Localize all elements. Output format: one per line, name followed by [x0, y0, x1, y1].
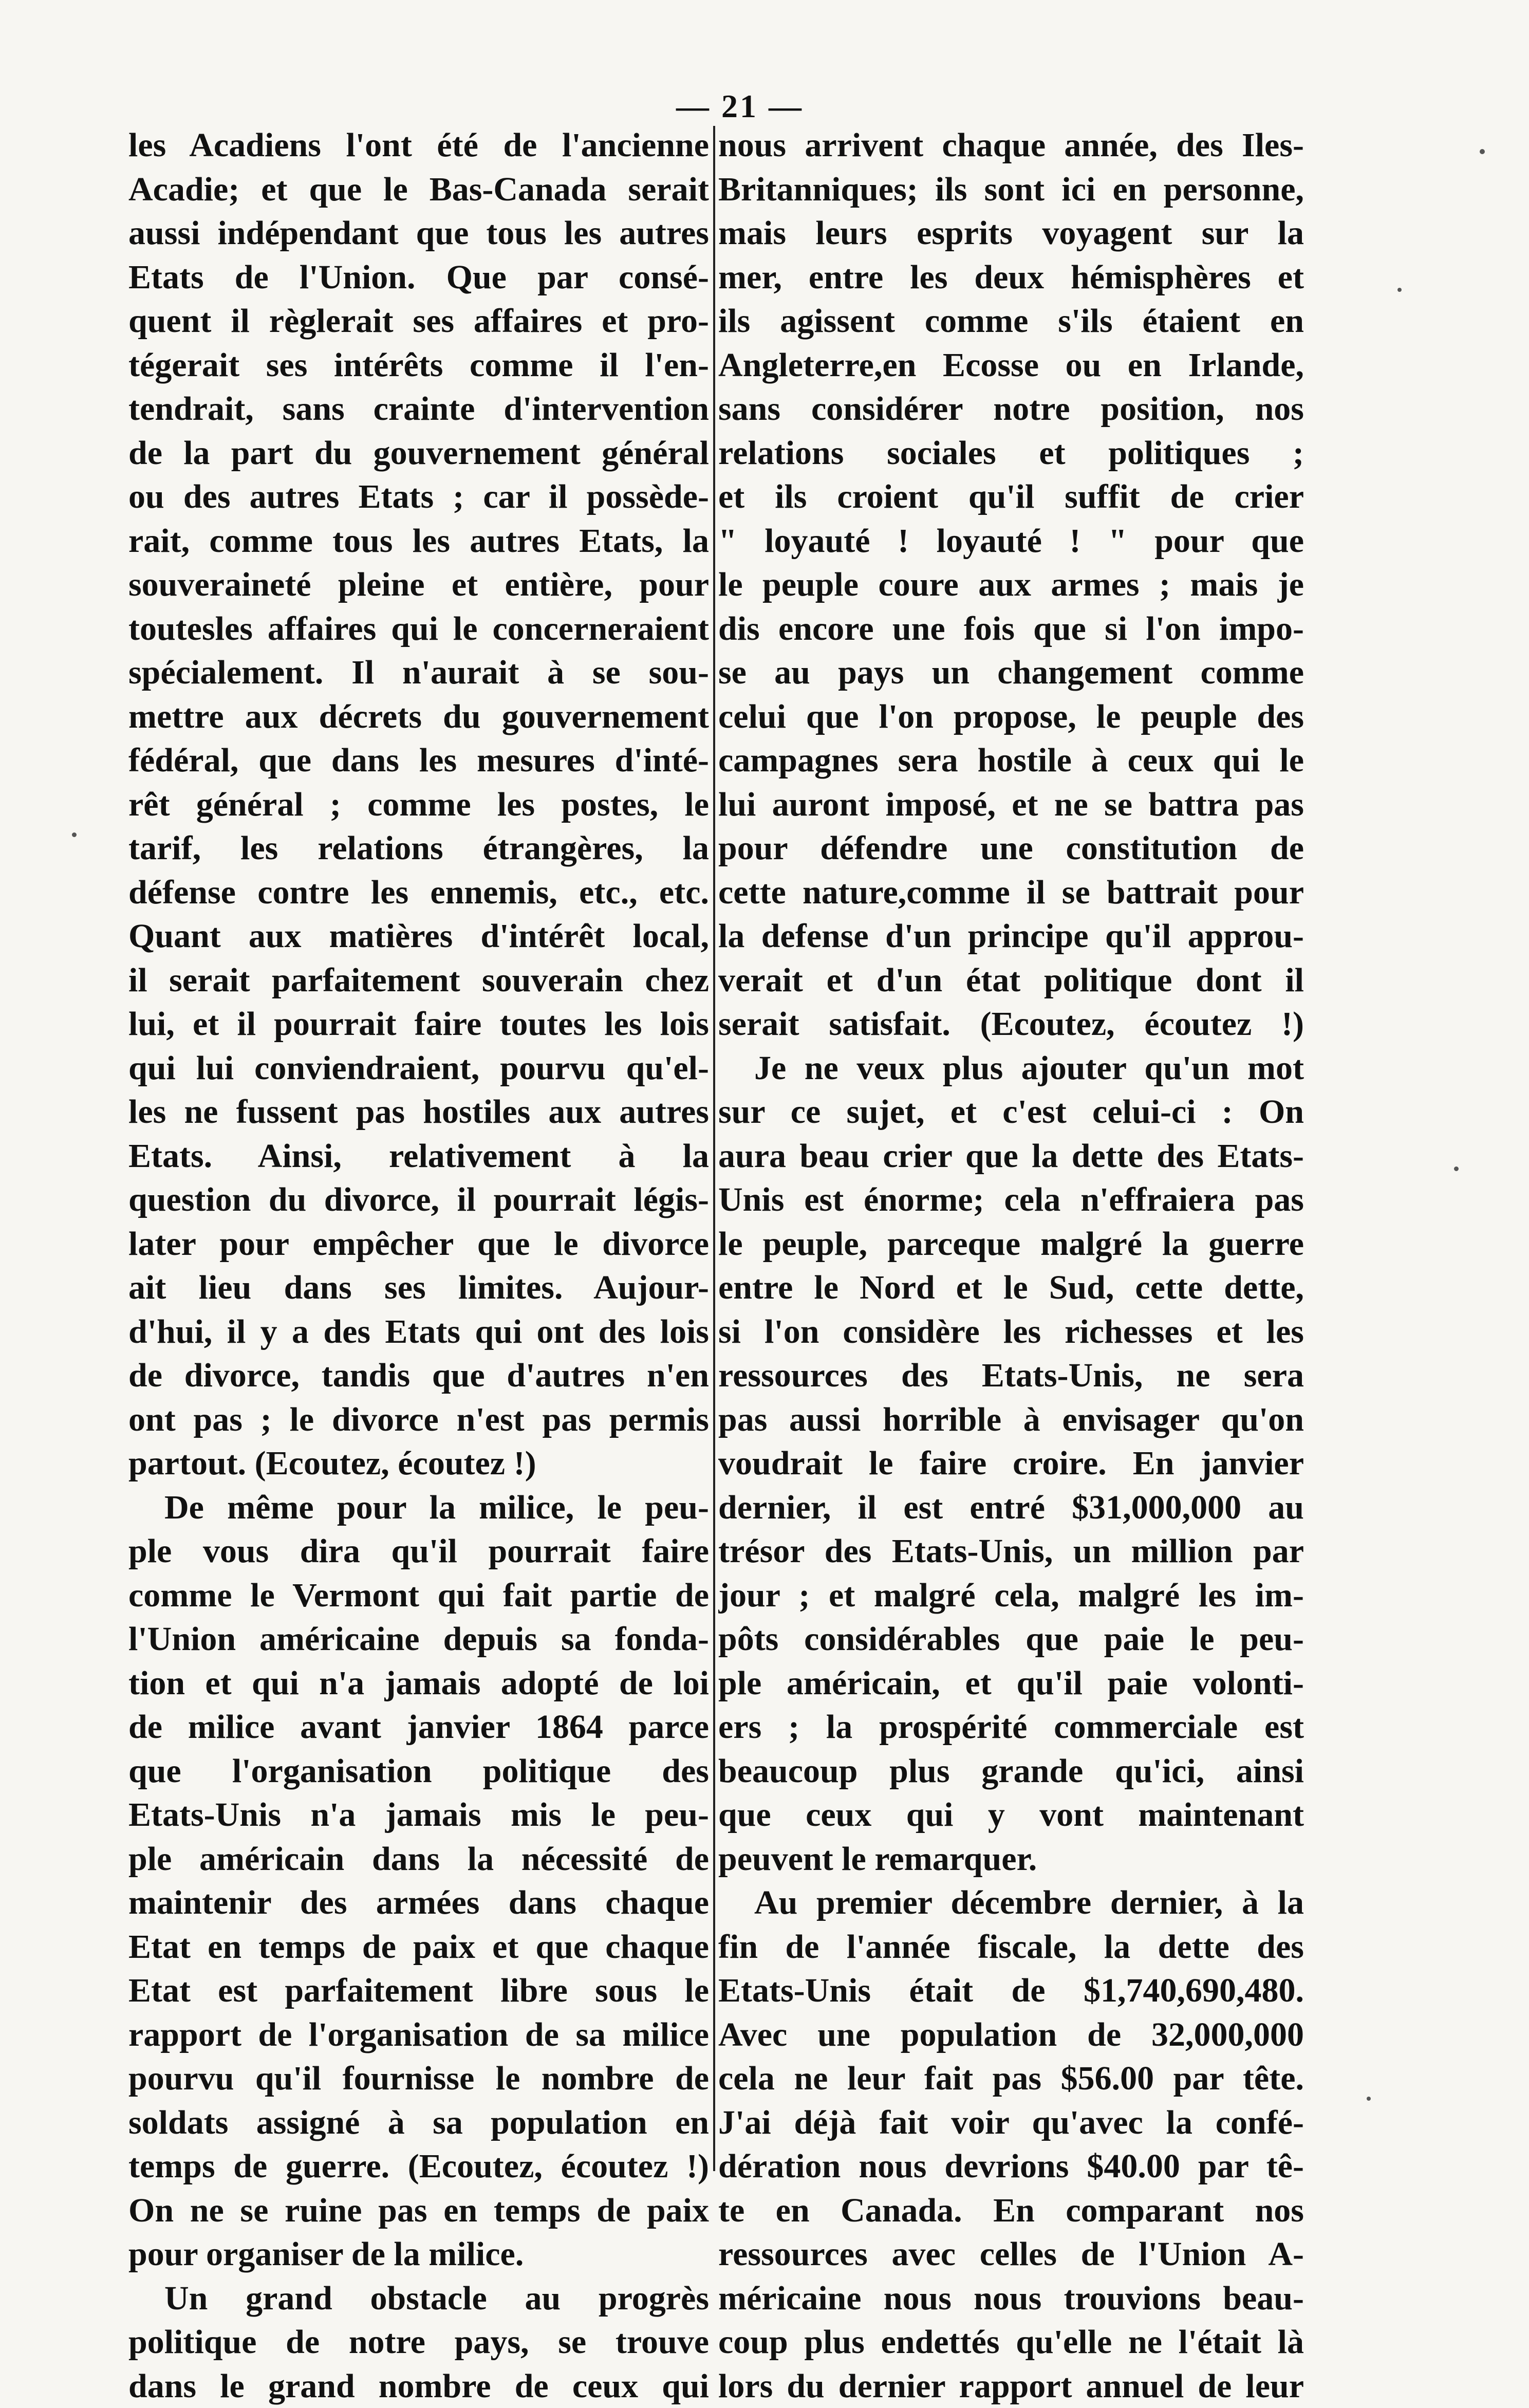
text-line: tion et qui n'a jamais adopté de loi	[128, 1661, 709, 1706]
text-line: fédéral, que dans les mesures d'inté-	[128, 738, 709, 783]
text-line: jour ; et malgré cela, malgré les im-	[718, 1573, 1304, 1618]
text-line: De même pour la milice, le peu-	[128, 1486, 709, 1530]
text-line: que l'organisation politique des	[128, 1749, 709, 1793]
text-line: lui, et il pourrait faire toutes les lois	[128, 1002, 709, 1046]
text-line: entre le Nord et le Sud, cette dette,	[718, 1266, 1304, 1310]
text-line: rait, comme tous les autres Etats, la	[128, 519, 709, 563]
text-line: pour défendre une constitution de	[718, 826, 1304, 870]
text-line: souveraineté pleine et entière, pour	[128, 563, 709, 607]
text-line: pour organiser de la milice.	[128, 2232, 709, 2276]
text-line: trésor des Etats-Unis, un million par	[718, 1529, 1304, 1573]
column-divider	[713, 126, 715, 2171]
text-line: défense contre les ennemis, etc., etc.	[128, 870, 709, 915]
page-number: — 21 —	[647, 87, 832, 125]
text-line: politique de notre pays, se trouve	[128, 2320, 709, 2364]
text-line: se au pays un changement comme	[718, 651, 1304, 695]
text-line: ers ; la prospérité commerciale est	[718, 1705, 1304, 1749]
text-line: ple américain, et qu'il paie volonti-	[718, 1661, 1304, 1706]
text-line: la defense d'un principe qu'il approu-	[718, 914, 1304, 958]
text-line: fin de l'année fiscale, la dette des	[718, 1925, 1304, 1969]
text-line: Etats. Ainsi, relativement à la	[128, 1134, 709, 1178]
text-line: l'Union américaine depuis sa fonda-	[128, 1617, 709, 1661]
text-line: comme le Vermont qui fait partie de	[128, 1573, 709, 1618]
text-line: sans considérer notre position, nos	[718, 387, 1304, 431]
right-column	[718, 123, 1304, 2408]
text-line: ils agissent comme s'ils étaient en	[718, 299, 1304, 343]
text-line: Britanniques; ils sont ici en personne,	[718, 168, 1304, 212]
text-line: de divorce, tandis que d'autres n'en	[128, 1354, 709, 1398]
speck-mark	[1454, 1166, 1459, 1171]
speck-mark	[1480, 149, 1485, 154]
text-line: dernier, il est entré $31,000,000 au	[718, 1486, 1304, 1530]
text-line: ou des autres Etats ; car il possède-	[128, 475, 709, 519]
text-line: Etats-Unis était de $1,740,690,480.	[718, 1969, 1304, 2013]
text-line: ont pas ; le divorce n'est pas permis	[128, 1398, 709, 1442]
text-line: spécialement. Il n'aurait à se sou-	[128, 651, 709, 695]
text-line: ple vous dira qu'il pourrait faire	[128, 1529, 709, 1573]
text-line: le peuple coure aux armes ; mais je	[718, 563, 1304, 607]
text-line: te en Canada. En comparant nos	[718, 2189, 1304, 2233]
speck-mark	[1367, 2097, 1371, 2101]
text-line: tégerait ses intérêts comme il l'en-	[128, 343, 709, 387]
text-line: Je ne veux plus ajouter qu'un mot	[718, 1046, 1304, 1090]
text-line: temps de guerre. (Ecoutez, écoutez !)	[128, 2144, 709, 2189]
text-line: pas aussi horrible à envisager qu'on	[718, 1398, 1304, 1442]
text-line: Etat en temps de paix et que chaque	[128, 1925, 709, 1969]
text-line: Un grand obstacle au progrès	[128, 2276, 709, 2321]
text-line: Etats-Unis n'a jamais mis le peu-	[128, 1793, 709, 1837]
text-line: si l'on considère les richesses et les	[718, 1310, 1304, 1354]
text-line: Quant aux matières d'intérêt local,	[128, 914, 709, 958]
text-line: aussi indépendant que tous les autres	[128, 211, 709, 255]
text-line: les ne fussent pas hostiles aux autres	[128, 1090, 709, 1134]
text-line: il serait parfaitement souverain chez	[128, 958, 709, 1003]
text-line: question du divorce, il pourrait légis-	[128, 1178, 709, 1222]
left-column	[128, 123, 709, 2408]
text-line: les Acadiens l'ont été de l'ancienne	[128, 123, 709, 168]
text-line: dis encore une fois que si l'on impo-	[718, 607, 1304, 651]
text-line: Acadie; et que le Bas-Canada serait	[128, 168, 709, 212]
text-line: mais leurs esprits voyagent sur la	[718, 211, 1304, 255]
text-line: pôts considérables que paie le peu-	[718, 1617, 1304, 1661]
text-line: celui que l'on propose, le peuple des	[718, 695, 1304, 739]
text-line: nous arrivent chaque année, des Iles-	[718, 123, 1304, 168]
text-line: aura beau crier que la dette des Etats-	[718, 1134, 1304, 1178]
speck-mark	[1397, 288, 1402, 292]
text-line: coup plus endettés qu'elle ne l'était là	[718, 2320, 1304, 2364]
text-line: cette nature,comme il se battrait pour	[718, 870, 1304, 915]
text-line: later pour empêcher que le divorce	[128, 1222, 709, 1266]
text-line: tarif, les relations étrangères, la	[128, 826, 709, 870]
text-line: Etats de l'Union. Que par consé-	[128, 255, 709, 300]
text-line: rapport de l'organisation de sa milice	[128, 2013, 709, 2057]
text-line: partout. (Ecoutez, écoutez !)	[128, 1441, 709, 1486]
text-line: sur ce sujet, et c'est celui-ci : On	[718, 1090, 1304, 1134]
text-line: J'ai déjà fait voir qu'avec la confé-	[718, 2101, 1304, 2145]
text-line: lui auront imposé, et ne se battra pas	[718, 783, 1304, 827]
text-line: ait lieu dans ses limites. Aujour-	[128, 1266, 709, 1310]
text-line: cela ne leur fait pas $56.00 par tête.	[718, 2057, 1304, 2101]
text-line: Au premier décembre dernier, à la	[718, 1881, 1304, 1925]
text-line: et ils croient qu'il suffit de crier	[718, 475, 1304, 519]
text-line: beaucoup plus grande qu'ici, ainsi	[718, 1749, 1304, 1793]
text-line: campagnes sera hostile à ceux qui le	[718, 738, 1304, 783]
text-line: toutesles affaires qui le concerneraient	[128, 607, 709, 651]
text-line: le peuple, parceque malgré la guerre	[718, 1222, 1304, 1266]
text-line: quent il règlerait ses affaires et pro-	[128, 299, 709, 343]
text-line: méricaine nous nous trouvions beau-	[718, 2276, 1304, 2321]
text-line: voudrait le faire croire. En janvier	[718, 1441, 1304, 1486]
text-line: mettre aux décrets du gouvernement	[128, 695, 709, 739]
text-line: On ne se ruine pas en temps de paix	[128, 2189, 709, 2233]
text-line: ple américain dans la nécessité de	[128, 1837, 709, 1881]
text-line: d'hui, il y a des Etats qui ont des lois	[128, 1310, 709, 1354]
text-line: Etat est parfaitement libre sous le	[128, 1969, 709, 2013]
text-line: dération nous devrions $40.00 par tê-	[718, 2144, 1304, 2189]
text-line: relations sociales et politiques ;	[718, 431, 1304, 475]
text-line: que ceux qui y vont maintenant	[718, 1793, 1304, 1837]
text-line: lors du dernier rapport annuel de leur	[718, 2364, 1304, 2408]
speck-mark	[72, 832, 77, 837]
text-line: pourvu qu'il fournisse le nombre de	[128, 2057, 709, 2101]
text-line: qui lui conviendraient, pourvu qu'el-	[128, 1046, 709, 1090]
text-line: maintenir des armées dans chaque	[128, 1881, 709, 1925]
text-line: Angleterre,en Ecosse ou en Irlande,	[718, 343, 1304, 387]
text-line: serait satisfait. (Ecoutez, écoutez !)	[718, 1002, 1304, 1046]
text-line: Avec une population de 32,000,000	[718, 2013, 1304, 2057]
text-line: de la part du gouvernement général	[128, 431, 709, 475]
text-line: tendrait, sans crainte d'intervention	[128, 387, 709, 431]
text-line: " loyauté ! loyauté ! " pour que	[718, 519, 1304, 563]
text-line: ressources des Etats-Unis, ne sera	[718, 1354, 1304, 1398]
text-line: mer, entre les deux hémisphères et	[718, 255, 1304, 300]
text-line: Unis est énorme; cela n'effraiera pas	[718, 1178, 1304, 1222]
text-line: dans le grand nombre de ceux qui	[128, 2364, 709, 2408]
text-line: ressources avec celles de l'Union A-	[718, 2232, 1304, 2276]
text-line: de milice avant janvier 1864 parce	[128, 1705, 709, 1749]
text-line: soldats assigné à sa population en	[128, 2101, 709, 2145]
text-line: verait et d'un état politique dont il	[718, 958, 1304, 1003]
text-line: rêt général ; comme les postes, le	[128, 783, 709, 827]
text-line: peuvent le remarquer.	[718, 1837, 1304, 1881]
